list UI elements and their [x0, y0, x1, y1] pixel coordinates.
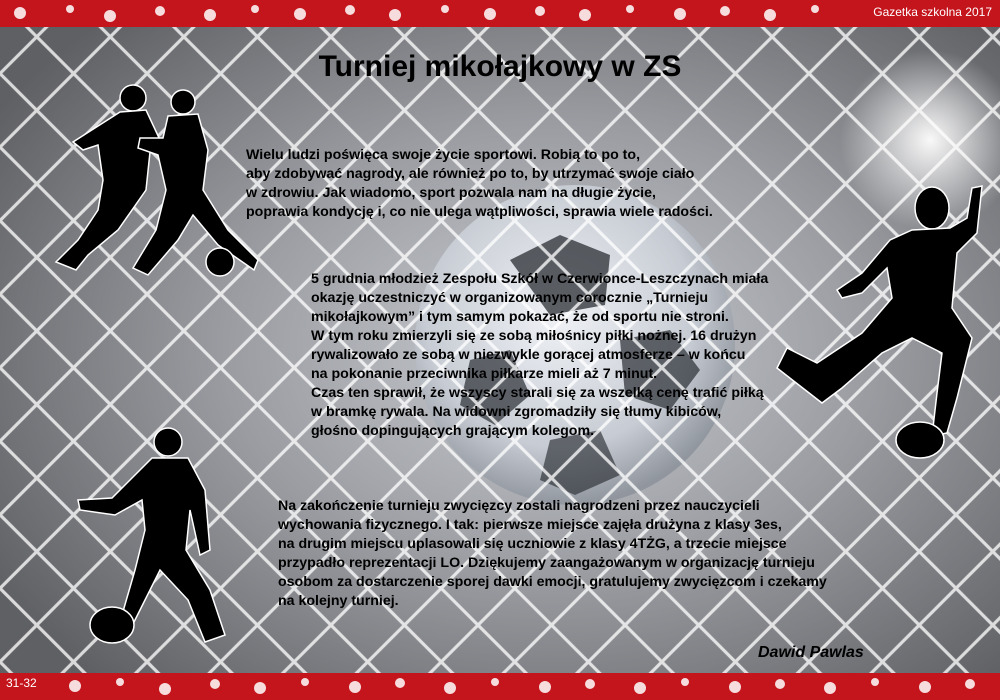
christmas-border-top — [0, 0, 1000, 27]
paragraph-line: na pokonanie przeciwnika piłkarze mieli aż 7 minut. — [311, 366, 658, 382]
event-paragraph — [311, 270, 768, 441]
paragraph-line: 5 grudnia młodzież Zespołu Szkół w Czerwioncе-Leszczynach miała — [311, 271, 769, 287]
paragraph-line: rywalizowało ze sobą w niezwykle gorącej atmosferze – w końcu — [311, 347, 746, 363]
results-paragraph — [278, 497, 827, 611]
kicking-player-silhouette — [772, 178, 1000, 468]
paragraph-line: osobom za dostarczenie sporej dawki emocji, gratulujemy zwycięzcom i czekamy — [278, 574, 827, 590]
paragraph-line: poprawia kondycję i, co nie ulega wątpliwości, sprawia wiele radości. — [246, 204, 713, 220]
paragraph-line: na drugim miejscu uplasowali się uczniowie z klasy 4TŻG, a trzecie miejsce — [278, 536, 787, 552]
paragraph-line: głośno dopingujących grającym kolegom. — [311, 423, 595, 439]
paragraph-line: Wielu ludzi poświęca swoje życie sportowi. Robią to po to, — [246, 147, 641, 163]
paragraph-line: aby zdobywać nagrody, ale również po to, by utrzymać swoje ciało — [246, 166, 695, 182]
intro-paragraph — [246, 146, 713, 222]
page-number: 31-32 — [6, 676, 37, 690]
paragraph-line: Czas ten sprawił, że wszyscy starali się za wszelką cenę trafić piłką — [311, 385, 764, 401]
christmas-border-bottom — [0, 673, 1000, 700]
author-signature: Dawid Pawlas — [758, 644, 864, 661]
paragraph-line: mikołajkowym” i tym samym pokazać, że od sportu nie stroni. — [311, 309, 729, 325]
article-title: Turniej mikołajkowy w ZS — [318, 50, 682, 83]
paragraph-line: wychowania fizycznego. I tak: pierwsze miejsce zajęła drużyna z klasy 3es, — [278, 517, 782, 533]
paragraph-line: na kolejny turniej. — [278, 593, 399, 609]
paragraph-line: okazję uczestniczyć w organizowanym corocznie „Turnieju — [311, 290, 709, 306]
paragraph-line: w zdrowiu. Jak wiadomo, sport pozwala nam na długie życie, — [246, 185, 656, 201]
dribbling-player-silhouette — [60, 420, 245, 650]
paragraph-line: przypadło reprezentacji LO. Dziękujemy zaangażowanym w organizację turnieju — [278, 555, 815, 571]
paragraph-line: Na zakończenie turnieju zwycięzcy zostali nagrodzeni przez nauczycieli — [278, 498, 760, 514]
paragraph-line: W tym roku zmierzyli się ze sobą miłośnicy piłki nożnej. 16 drużyn — [311, 328, 757, 344]
issue-label: Gazetka szkolna 2017 — [873, 5, 992, 19]
paragraph-line: w bramkę rywala. Na widowni zgromadziły się tłumy kibiców, — [311, 404, 722, 420]
two-players-silhouette — [28, 80, 273, 280]
